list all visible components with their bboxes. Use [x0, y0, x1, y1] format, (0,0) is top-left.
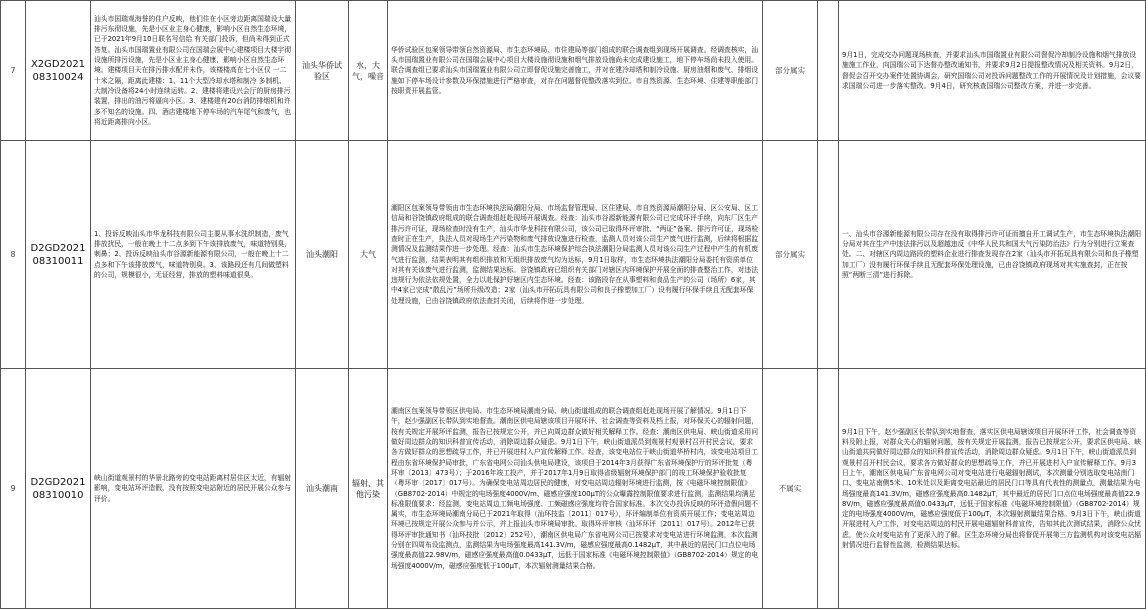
complaint-text: 1、投诉反映汕头市华龙科技有限公司主要从事水洗织制造，废气排放扰民，一般在晚上十二点多到下午该排放废气，味道特别臭，刺鼻；2、投诉反映汕头市谷源新能源有限公司，一般在晚上十二点多和下午该排放废气，味道特别臭。3、该路段还有几间做塑料的公司，规模很小，无证经营，排放的塑料味道很臭。: [91, 141, 296, 369]
table-row: [1, 369, 1146, 609]
case-id: D2GD202108310010: [26, 369, 91, 609]
rectification-text: 一、汕头市谷源新能源有限公司存在没有取得排污许可证而擅自开工调试生产，市生态环境执法潮阳分局对其在生产中违法排污以及超越违反《中华人民共和国大气污染防治法》行为分别进行立案查处。二、对辖区内周边路段的塑料企业进行排查发现存在2家（汕头市开拓玩具有限公司和良子橡塑加工厂）没有履行环保手续且无配套环保处理设施，已由谷饶镇政府现场对其实施查封，正在按照“两断三清”进行拆除。: [839, 141, 1146, 369]
rectification-text: 9月1日下午，赵少强副区长带队到实地督查，落实区供电局辖该项目开展环评工作，社会调查等资料及附上报，对群众关心的辐射问题，按有关规定开展监测，报告已按规定公开，要求区供电局、峡山街道共同做好周边群众的知识科普宣传活动，消除周边群众疑虑。9月1日下午，峡山街道派员到观景村召开村民会议，要求各方做好群众的思想疏导工作，并已开展进村入户宣传解释工作。9月3日上午，潮南区供电局广东省电网公司对变电站进行电磁辐射测试，本次测量分别选取变电站南门口、变电站南侧5米、10米处以及距离变电站最近的居民门口等具有代表性的测量点，测量结果为电场强度最高141.3V/m，磁感应强度最高0.1482μT，其中最近的居民门口点位电场强度最高值22.98V/m，磁感应强度最高值0.0433μT，远低于国家标准《电磁环境控制限值》（GB8702-2014）规定的电场强度4000V/m，磁感应强度低于100μT，本次辐射测量结果合格。9月3日下午，峡山街道开展进村入户工作，对变电站周边的村民开展电磁辐射科普宣传，告知其此次测试结果，消除公众忧虑，使公众对变电站有了更深入的了解。区生态环境分局也将督促开展第三方监测机构对该变电站辐射情况进行监督性监测，检测结果达标。: [839, 369, 1146, 609]
complaint-text: 峡山街道观景村的华景北路旁的变电站距离村居住区太近，有辐射影响，变电站环评造假，没有按照变电站附近的居民开展公众参与评价。: [91, 369, 296, 609]
pollution-type: 辐射、其他污染: [349, 369, 388, 609]
row-number: 8: [1, 141, 26, 369]
district: 汕头潮南: [296, 369, 349, 609]
case-id: X2GD202108310024: [26, 1, 91, 141]
verification-status: 部分属实: [763, 141, 818, 369]
verification-status: 部分属实: [763, 1, 818, 141]
pollution-type: 水，大气，噪音: [349, 1, 388, 141]
blank-cell: [818, 1, 839, 141]
district: 汕头华侨试验区: [296, 1, 349, 141]
investigation-result: 潮南区包案领导带领区供电局、市生态环境局潮南分局、峡山街道组成的联合调查组赶赴现场开展了解情况。9月1日下午，赵少强副区长带队到实地督查。潮南区供电局辖该项目开展环评、社会调查等资料及档上报，对环保关心的辐射问题，按有关规定开展环评监测，报告已按规定公开，并已向周边群众做好相关解释工作。经查：潮南区供电局、峡山街道采用问做好周边群众的知识科普宣传活动，消除周边群众疑虑。9月1日下午，峡山街道派员到观景村观景村召开村民会议，要求各方做好群众的思想疏导工作，并已开展进村入户宣传解释工作。经查，该变电站位于峡山街道华桥村内，该变电站项目工程由东省环境保护局审批，广东省电网公司汕头供电局建设，该项目于2014年3月获得广东省环境保护厅的环评批复（粤环审〔2013〕473号）；于2016年竣工投产，并于2017年1月9日取得省级辐射环境保护部门的竣工环境保护验收批复（粤环审〔2017〕017号）。为确保变电站周边居民的健康，对变电站周边辐射环境进行监测，按《电磁环境控制限值》（GB8702-2014）中规定的电场强度4000V/m、磁感应强度100μT的公众曝露控制限值要求进行监测，监测结果均满足标准限值要求；经监测，变电站周边工频电场强度、工频磁感应强度均符合国家标准。本次交办投诉反映的环评造假问题不属实，市生态环境局潮南分局已于2021年取得（汕环技监〔2011〕017号），环评编制单位有资质开展工作；变电站周边环境已按规定开展公众参与并公示，并上报汕头市环境局审批。取得环评审核（汕环环评〔2011〕017号）。2012年已获得环评审批通知书（汕环技批〔2012〕252号），潮南区供电局广东省电网公司已按要求对变电站进行环境监测，本次监测分别在四周布设监测点，监测结果为电场强度最高141.3V/m，磁感应强度最高0.1482μT，其中最近的居民门口点位电场强度最高值22.98V/m，磁感应强度最高值0.0433μT，远低于国家标准《电磁环境控制限值》（GB8702-2014）规定的电场强度4000V/m，磁感应强度低于100μT，本次辐射测量结果合格。: [388, 369, 763, 609]
row-number: 9: [1, 369, 26, 609]
pollution-type: 大气: [349, 141, 388, 369]
investigation-result: 潮阳区包案领导带领由市生态环境执法局潮阳分局、市场监督管理局、区住建局、市自然资源局潮阳分局、区公安局、区工信局和谷饶镇政府组成的联合调查组赶赴现场开展调查。经查：汕头市谷源新能源有限公司已完成环评手续，向东厂区生产排污许可证，现场检查时没有生产，汕头市华龙科技有限公司，该公司已取得环评审批、“两证”备案、排污许可证，现场检查时正在生产，执法人员对现场生产污染物和废气排放设施进行检查，监测人员对该公司生产废气进行监测，后续将根据监测情况及监测结果作进一步处理。经查：汕头市生态环境保护综合执法潮阳分局监测人员对该公司生产过程中产生的有机废气进行监测，结果表明其有组织排放和无组织排放废气均为达标，9月1日取样，市生态环境执法潮阳分局委托有资质单位对其有关该废气进行监测，监测结果达标。谷饶镇政府已组织有关部门对辖区内环境保护开展全面的排查整治工作，对违法违规行为依法依规处置，全力以赴保护好辖区内生态环境。经查：该路段存在从事塑料和食品生产的公司（场所）6家，其中4家已完成“散乱污”场所升级改造；2家（汕头市开拓玩具有限公司和良子橡塑加工厂）设有履行环保手续且无配套环保处理设施，已由谷饶镇政府依法查封关闭，后续将作进一步处理。: [388, 141, 763, 369]
table-row: [1, 1, 1146, 141]
investigation-result: 华侨试验区包案领导带领自然资源局、市生态环境局、市住建局等部门组成的联合调查组到现场开展调查。经调查核实，汕头市国瑞置业有限公司在国瑞会展中心项目大楼设施彻设施和烟气排放设施尚未完成建设施工，地下停车场尚未投入使用。联合调查组已要求汕头市国瑞置业有限公司立即督促设施完善施工，并对在建冷却塔和制冷设施、厨房油烟和废气、排烟设施如下停车场设计参数及环保措施进行严格审查，对存在问题督促整改落实到位。市自然资源、生态环境、住建等职能部门按职责开展监管。: [388, 1, 763, 141]
table-row: [1, 141, 1146, 369]
complaint-text: 汕头市国瑞观海誉的住户反映，他们住在小区旁边距离国瑞设大量排污东彻设施，先是小区业主身心健康，影响小区自然生态环境，已于2021年9月10日联名写信给 有关部门投诉，但尚未得到正式答复。汕头市国瑞置业有限公司在国瑞会展中心建楼项目大楼宇彻设施所排污设施，先是小区业主身心健康，影响小区自然生态环境。建楼项目天在排污排水配并未作，该楼楼高在七小区仅 一二十米之隔，距离此建楼：1、11个大型冷却水塔和制冷 多制机、大制冷设备将24小时连续运转。2、建楼将建设兴会厅的厨房排污装置，排出的油污将逼向小区。3、建楼建有20台消防排烟机和许多不知名的设施。四、酒店建楼地下停车场的汽车尾气和废气，也将近距离排向小区。: [91, 1, 296, 141]
rectification-text: 9月1日，完成交办问题现场核查，并要求汕头市国瑞置业有限公司督促冷却制冷设施和烟气排放设施施工作业，向国瑞公司下达督办整改通知书，并要求9月2日提报整改情况及相关资料。9月2日，督促会召开交办案件处置协调会，研究国瑞公司对投诉问题整改工作的开展情况及计划措施，会议要求国瑞公司进一步落实整改。9月4日，研究核查国瑞公司整改方案，并进一步完善。: [839, 1, 1146, 141]
district: 汕头潮阳: [296, 141, 349, 369]
case-id: D2GD202108310011: [26, 141, 91, 369]
row-number: 7: [1, 1, 26, 141]
blank-cell: [818, 141, 839, 369]
blank-cell: [818, 369, 839, 609]
verification-status: 不属实: [763, 369, 818, 609]
